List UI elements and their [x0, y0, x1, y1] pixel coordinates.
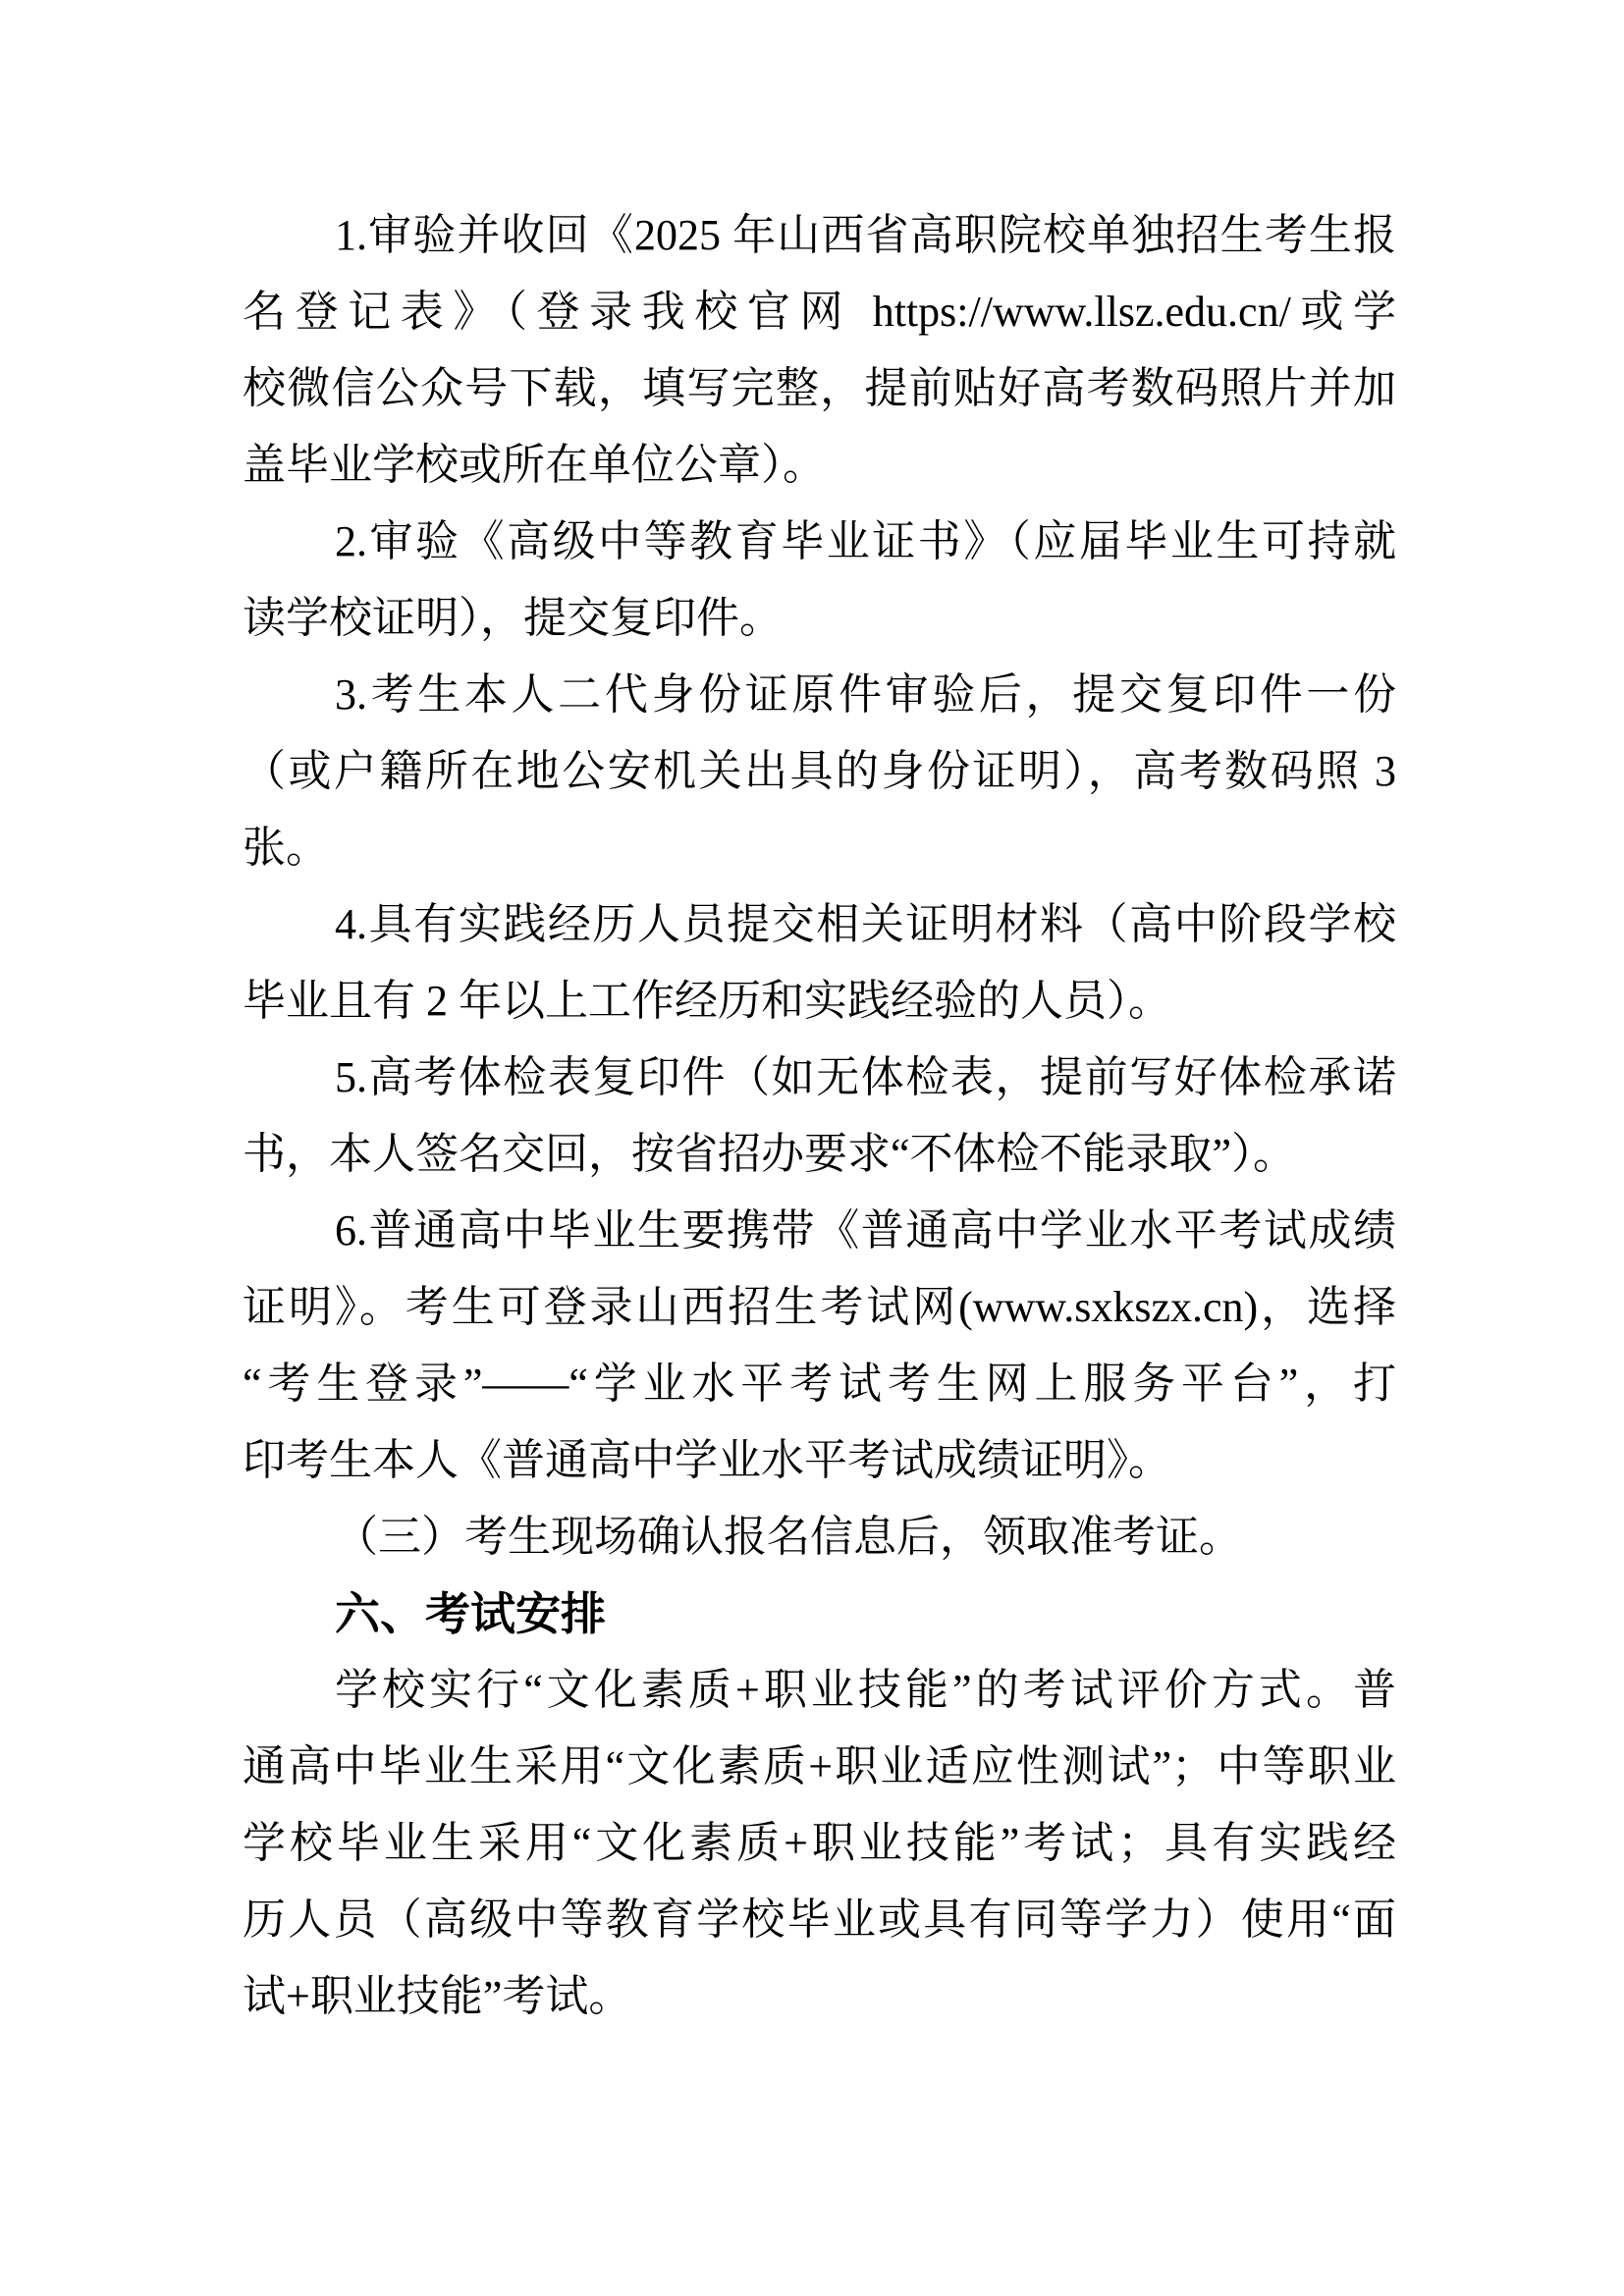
document-line: 印考生本人《普通高中学业水平考试成绩证明》。: [243, 1436, 1171, 1484]
subsection-heading: （三）考生现场确认报名信息后，领取准考证。: [335, 1513, 1242, 1561]
document-line: 1.审验并收回《2025 年山西省高职院校单独招生考生报: [335, 211, 1396, 259]
document-line: “考生登录”——“学业水平考试考生网上服务平台”，打: [243, 1360, 1396, 1408]
document-line: 试+职业技能”考试。: [243, 1972, 632, 2020]
document-body: [243, 197, 1396, 2035]
document-line: 通高中毕业生采用“文化素质+职业适应性测试”；中等职业: [243, 1742, 1396, 1790]
document-line: 4.具有实践经历人员提交相关证明材料（高中阶段学校: [335, 900, 1396, 948]
document-line: 3.考生本人二代身份证原件审验后，提交复印件一份: [335, 670, 1396, 719]
document-line: 历人员（高级中等教育学校毕业或具有同等学力）使用“面: [243, 1896, 1396, 1944]
document-line: 校微信公众号下载，填写完整，提前贴好高考数码照片并加: [243, 364, 1396, 412]
document-line: 5.高考体检表复印件（如无体检表，提前写好体检承诺: [335, 1053, 1396, 1101]
document-line: 书，本人签名交回，按省招办要求“不体检不能录取”）。: [243, 1130, 1297, 1178]
document-line: 学校毕业生采用“文化素质+职业技能”考试；具有实践经: [243, 1819, 1396, 1867]
section-heading: 六、考试安排: [335, 1588, 606, 1639]
document-line: 张。: [243, 824, 329, 872]
document-line: 读学校证明），提交复印件。: [243, 594, 783, 642]
document-line: 2.审验《高级中等教育毕业证书》（应届毕业生可持就: [335, 517, 1396, 565]
document-line: 盖毕业学校或所在单位公章）。: [243, 441, 826, 489]
document-line: 证明》。考生可登录山西招生考试网(www.sxkszx.cn)，选择: [243, 1283, 1396, 1331]
document-line: 名登记表》（登录我校官网 https://www.llsz.edu.cn/或学: [243, 288, 1396, 336]
document-line: （或户籍所在地公安机关出具的身份证明），高考数码照 3: [243, 747, 1396, 795]
document-line: 毕业且有 2 年以上工作经历和实践经验的人员）。: [243, 977, 1171, 1025]
document-line: 学校实行“文化素质+职业技能”的考试评价方式。普: [335, 1666, 1396, 1714]
document-line: 6.普通高中毕业生要携带《普通高中学业水平考试成绩: [335, 1206, 1396, 1255]
